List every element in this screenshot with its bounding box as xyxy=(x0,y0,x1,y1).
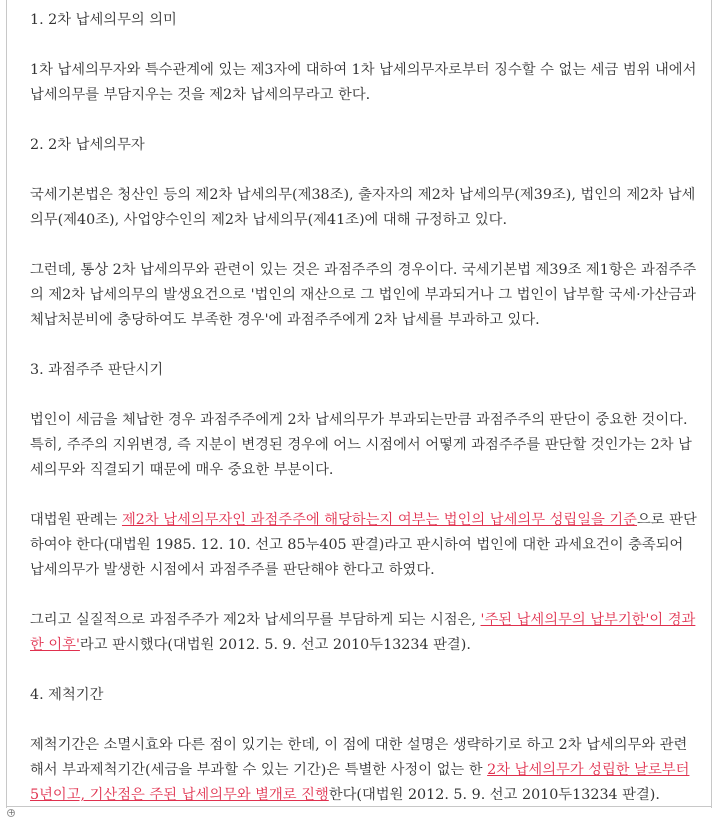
section-3-body-3 xyxy=(30,608,700,658)
section-4-body-pre: 제척기간은 소멸시효와 다른 점이 있기는 한데, 이 점에 대한 설명은 생략하기로 하고 2차 납세의무와 관련해서 부과제척기간(세금을 부과할 수 있는 기간)은 특별한 사정이 없는 한 xyxy=(30,737,688,778)
section-3-body-3-pre: 그리고 실질적으로 과점주주가 제2차 납세의무를 부담하게 되는 시점은, xyxy=(30,612,481,628)
document-content xyxy=(30,8,700,833)
section-3-body-2-highlight: 제2차 납세의무자인 과점주주에 해당하는지 여부는 법인의 납세의무 성립일을 기준 xyxy=(121,512,637,528)
section-2-heading: 2. 2차 납세의무자 xyxy=(30,137,145,153)
section-1-heading: 1. 2차 납세의무의 의미 xyxy=(30,12,177,28)
section-3-body-3-post: 라고 판시했다(대법원 2012. 5. 9. 선고 2010두13234 판결). xyxy=(79,637,471,653)
section-2-body-2: 그런데, 통상 2차 납세의무와 관련이 있는 것은 과점주주의 경우이다. 국세기본법 제39조 제1항은 과점주주의 제2차 납세의무의 발생요건으로 '법인의 재산으로 그 법인에 부과되거나 그 법인이 납부할 국세·가산금과 체납처분비에 충당하여도 부족한 경우'에 과점주주에게 2차 납세를 부과하고 있다. xyxy=(30,262,697,328)
section-3-body-2-post: 으로 판단하여야 한다(대법원 1985. 12. 10. 선고 85누405 판결)라고 판시하여 법인에 대한 과세요건이 충족되어 납세의무가 발생한 시점에서 과점주주를 판단해야 한다고 하였다. xyxy=(30,512,697,578)
section-3-body-2 xyxy=(30,508,700,583)
section-3-body-1: 법인이 세금을 체납한 경우 과점주주에게 2차 납세의무가 부과되는만큼 과점주주의 판단이 중요한 것이다. 특히, 주주의 지위변경, 즉 지분이 변경된 경우에 어느 시점에서 어떻게 과점주주를 판단할 것인가는 2차 납세의무와 직결되기 때문에 매우 중요한 부분이다. xyxy=(30,412,692,478)
section-4-heading: 4. 제척기간 xyxy=(30,687,104,703)
section-1-body: 1차 납세의무자와 특수관계에 있는 제3자에 대하여 1차 납세의무자로부터 징수할 수 없는 세금 범위 내에서 납세의무를 부담지우는 것을 제2차 납세의무라고 한다. xyxy=(30,62,697,103)
section-3-body-3-highlight: '주된 납세의무의 납부기한'이 경과한 이후' xyxy=(30,612,696,653)
section-4-body-post: 한다(대법원 2012. 5. 9. 선고 2010두13234 판결). xyxy=(328,787,660,803)
expand-icon[interactable]: + xyxy=(8,808,15,817)
section-2-body-1: 국세기본법은 청산인 등의 제2차 납세의무(제38조), 출자자의 제2차 납세의무(제39조), 법인의 제2차 납세의무(제40조), 사업양수인의 제2차 납세의무(제41조)에 대해 규정하고 있다. xyxy=(30,187,696,228)
section-3-heading: 3. 과점주주 판단시기 xyxy=(30,362,164,378)
frame-bottom-bar xyxy=(6,806,712,818)
section-4-body-highlight: 2차 납세의무가 성립한 날로부터 5년이고, 기산점은 주된 납세의무와 별개로 진행 xyxy=(30,762,690,803)
section-3-body-2-pre: 대법원 판례는 xyxy=(30,512,122,528)
section-4-body xyxy=(30,733,700,808)
